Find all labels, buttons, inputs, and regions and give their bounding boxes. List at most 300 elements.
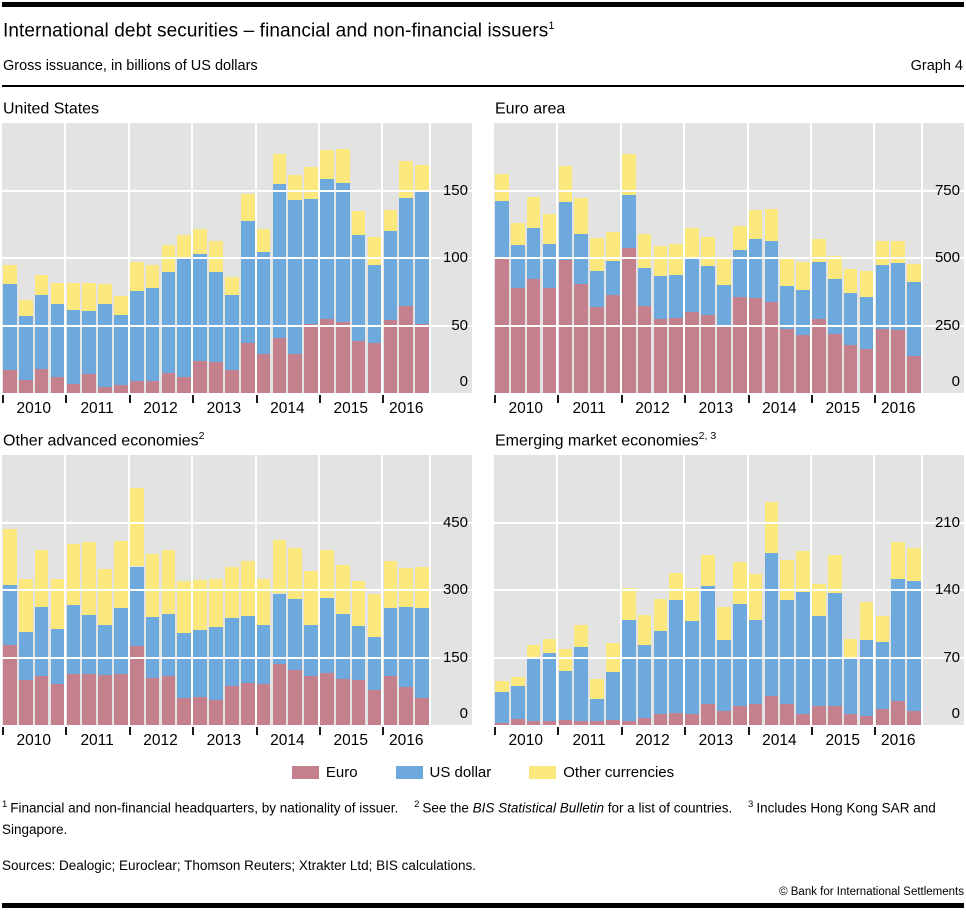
x-tick bbox=[382, 727, 384, 735]
bar-segment-other-currencies bbox=[669, 573, 683, 600]
bar-segment-other-currencies bbox=[654, 246, 668, 275]
bar-segment-us-dollar bbox=[543, 653, 557, 721]
bar-segment-other-currencies bbox=[590, 679, 604, 699]
bar-segment-euro bbox=[352, 341, 366, 394]
bar-segment-us-dollar bbox=[146, 288, 160, 381]
bar-segment-us-dollar bbox=[749, 620, 763, 704]
footnote-2-text-post: for a list of countries. bbox=[603, 800, 733, 816]
bar-segment-euro bbox=[796, 714, 810, 726]
panel-title-text: Emerging market economies bbox=[495, 432, 699, 450]
bar-segment-euro bbox=[780, 704, 794, 725]
bar-segment-euro bbox=[860, 349, 874, 393]
bar-segment-euro bbox=[98, 387, 112, 394]
x-year-label: 2011 bbox=[572, 732, 606, 750]
bar-segment-euro bbox=[35, 676, 49, 726]
x-tick bbox=[811, 727, 813, 735]
bar-segment-other-currencies bbox=[336, 149, 350, 183]
x-year-label: 2013 bbox=[698, 400, 734, 418]
footnote-1-text: Financial and non-financial headquarters, by nationality of issuer. bbox=[10, 800, 399, 816]
bar-segment-other-currencies bbox=[3, 265, 17, 284]
gridline-horizontal bbox=[2, 257, 472, 259]
bar-segment-euro bbox=[749, 298, 763, 394]
page bbox=[2, 0, 964, 908]
bar-segment-us-dollar bbox=[368, 265, 382, 343]
page-title-footnote-marker: 1 bbox=[548, 20, 555, 32]
x-year-label: 2011 bbox=[572, 400, 606, 418]
bar-segment-us-dollar bbox=[304, 625, 318, 676]
bar-segment-us-dollar bbox=[368, 637, 382, 691]
bar-segment-other-currencies bbox=[717, 258, 731, 284]
bar-segment-other-currencies bbox=[114, 296, 128, 315]
bar-segment-us-dollar bbox=[288, 200, 302, 354]
bar-segment-us-dollar bbox=[796, 290, 810, 335]
bar-segment-other-currencies bbox=[765, 502, 779, 553]
bar-segment-us-dollar bbox=[765, 553, 779, 697]
x-year-label: 2010 bbox=[16, 400, 51, 418]
bar-segment-euro bbox=[241, 683, 255, 726]
bar-segment-us-dollar bbox=[860, 640, 874, 716]
bar-segment-euro bbox=[336, 679, 350, 725]
bar-segment-us-dollar bbox=[130, 567, 144, 647]
bar-segment-euro bbox=[543, 288, 557, 393]
legend-label-us-dollar: US dollar bbox=[429, 763, 492, 781]
bar-segment-other-currencies bbox=[685, 588, 699, 621]
bar-segment-us-dollar bbox=[622, 620, 636, 721]
bar-segment-other-currencies bbox=[527, 197, 541, 228]
bar-segment-other-currencies bbox=[67, 283, 81, 310]
bar-segment-euro bbox=[193, 697, 207, 725]
bar-segment-us-dollar bbox=[844, 659, 858, 714]
panel-title bbox=[3, 98, 472, 118]
bar-segment-us-dollar bbox=[82, 311, 96, 374]
panel-title bbox=[495, 98, 964, 118]
bar-segment-other-currencies bbox=[51, 579, 65, 629]
bar-segment-other-currencies bbox=[82, 283, 96, 311]
bar-segment-euro bbox=[399, 687, 413, 726]
bar-segment-other-currencies bbox=[114, 541, 128, 608]
panel-emerging-market-economies bbox=[494, 423, 964, 753]
bar-segment-euro bbox=[796, 335, 810, 393]
bar-segment-us-dollar bbox=[257, 625, 271, 684]
x-year-label: 2012 bbox=[143, 400, 178, 418]
footnote-3-text: Includes Hong Kong SAR and Singapore. bbox=[2, 800, 936, 838]
bar-segment-euro bbox=[82, 374, 96, 393]
x-year-label: 2015 bbox=[825, 732, 860, 750]
bar-segment-us-dollar bbox=[701, 586, 715, 705]
bar-segment-other-currencies bbox=[654, 599, 668, 631]
bar-segment-euro bbox=[98, 675, 112, 725]
bar-segment-euro bbox=[399, 306, 413, 394]
gridline-horizontal bbox=[2, 657, 472, 659]
bar-segment-euro bbox=[384, 320, 398, 393]
bar-segment-other-currencies bbox=[876, 241, 890, 266]
bar-segment-euro bbox=[241, 343, 255, 393]
y-tick-label: 450 bbox=[442, 513, 468, 531]
x-tick bbox=[557, 395, 559, 403]
x-year-label: 2014 bbox=[762, 400, 797, 418]
bar-segment-other-currencies bbox=[209, 579, 223, 627]
bar-segment-us-dollar bbox=[352, 626, 366, 680]
x-tick bbox=[621, 727, 623, 735]
bar-segment-us-dollar bbox=[685, 621, 699, 714]
bar-segment-euro bbox=[733, 297, 747, 393]
x-year-label: 2010 bbox=[508, 400, 543, 418]
bar-segment-other-currencies bbox=[765, 209, 779, 241]
bar-segment-euro bbox=[654, 319, 668, 393]
bar-segment-us-dollar bbox=[273, 184, 287, 338]
legend-item-us-dollar bbox=[396, 764, 492, 781]
bar-segment-other-currencies bbox=[559, 649, 573, 671]
bar-segment-us-dollar bbox=[765, 241, 779, 301]
y-tick-label: 140 bbox=[934, 581, 960, 599]
bar-segment-other-currencies bbox=[193, 229, 207, 255]
x-axis-united-states bbox=[2, 393, 430, 421]
bar-segment-other-currencies bbox=[780, 258, 794, 286]
bar-segment-euro bbox=[368, 343, 382, 393]
bar-segment-us-dollar bbox=[780, 600, 794, 704]
bar-segment-other-currencies bbox=[828, 555, 842, 594]
bar-segment-euro bbox=[876, 329, 890, 393]
footnote-2-marker: 2 bbox=[414, 799, 420, 811]
bar-segment-euro bbox=[384, 676, 398, 726]
x-tick bbox=[748, 727, 750, 735]
panel-title-text: Euro area bbox=[495, 100, 566, 118]
x-year-label: 2011 bbox=[80, 732, 114, 750]
bar-segment-euro bbox=[891, 330, 905, 394]
bar-segment-other-currencies bbox=[3, 529, 17, 585]
bar-segment-euro bbox=[780, 329, 794, 393]
bar-segment-euro bbox=[51, 377, 65, 393]
bar-segment-euro bbox=[812, 319, 826, 393]
bar-segment-euro bbox=[146, 678, 160, 725]
bar-segment-us-dollar bbox=[812, 262, 826, 319]
bar-segment-euro bbox=[669, 318, 683, 393]
legend-item-euro bbox=[292, 764, 358, 781]
bar-segment-us-dollar bbox=[384, 231, 398, 320]
bar-segment-us-dollar bbox=[98, 625, 112, 675]
bar-segment-other-currencies bbox=[320, 150, 334, 178]
bar-segment-euro bbox=[273, 664, 287, 726]
bar-segment-us-dollar bbox=[527, 659, 541, 722]
bar-segment-euro bbox=[860, 716, 874, 726]
bar-segment-euro bbox=[701, 704, 715, 725]
bar-segment-us-dollar bbox=[98, 304, 112, 386]
bar-segment-other-currencies bbox=[828, 256, 842, 278]
bar-segment-other-currencies bbox=[193, 580, 207, 630]
bar-segment-euro bbox=[590, 307, 604, 394]
bar-segment-euro bbox=[765, 696, 779, 725]
bar-segment-other-currencies bbox=[415, 165, 429, 192]
bar-segment-euro bbox=[19, 380, 33, 394]
x-year-label: 2012 bbox=[635, 732, 670, 750]
bar-segment-euro bbox=[415, 698, 429, 725]
x-year-label: 2014 bbox=[762, 732, 797, 750]
gridline-horizontal bbox=[494, 325, 964, 327]
bar-segment-us-dollar bbox=[67, 605, 81, 674]
bar-segment-other-currencies bbox=[574, 198, 588, 233]
x-year-label: 2012 bbox=[143, 732, 178, 750]
x-tick bbox=[65, 727, 67, 735]
bar-segment-other-currencies bbox=[733, 226, 747, 251]
bar-segment-us-dollar bbox=[241, 616, 255, 683]
x-year-label: 2016 bbox=[388, 400, 424, 418]
bar-segment-other-currencies bbox=[907, 264, 921, 282]
bar-segment-other-currencies bbox=[495, 681, 509, 692]
bar-segment-euro bbox=[51, 684, 65, 725]
bar-segment-euro bbox=[717, 711, 731, 725]
bar-segment-other-currencies bbox=[209, 241, 223, 272]
bar-segment-other-currencies bbox=[352, 211, 366, 235]
x-tick bbox=[684, 727, 686, 735]
bar-segment-other-currencies bbox=[749, 574, 763, 620]
bar-segment-us-dollar bbox=[415, 608, 429, 698]
bar-segment-us-dollar bbox=[638, 268, 652, 306]
plot-united-states bbox=[2, 123, 472, 393]
bar-segment-us-dollar bbox=[590, 271, 604, 307]
bar-segment-other-currencies bbox=[177, 235, 191, 258]
bar-segment-euro bbox=[177, 377, 191, 393]
footnote-3-marker: 3 bbox=[748, 799, 754, 811]
bar-segment-euro bbox=[638, 718, 652, 726]
x-tick bbox=[684, 395, 686, 403]
bar-segment-euro bbox=[130, 381, 144, 393]
bar-segment-us-dollar bbox=[162, 614, 176, 676]
x-tick bbox=[319, 727, 321, 735]
bar-segment-euro bbox=[844, 345, 858, 394]
bar-segment-other-currencies bbox=[622, 588, 636, 620]
bar-segment-us-dollar bbox=[209, 627, 223, 699]
bar-segment-other-currencies bbox=[82, 542, 96, 615]
bar-segment-other-currencies bbox=[860, 602, 874, 640]
bar-segment-us-dollar bbox=[495, 692, 509, 724]
bar-segment-us-dollar bbox=[130, 291, 144, 381]
bar-segment-euro bbox=[193, 361, 207, 393]
bar-segment-euro bbox=[907, 711, 921, 725]
y-tick-label: 100 bbox=[442, 249, 468, 267]
bar-segment-other-currencies bbox=[891, 542, 905, 579]
bar-segment-euro bbox=[876, 709, 890, 725]
bar-segment-other-currencies bbox=[368, 237, 382, 265]
x-year-label: 2016 bbox=[880, 400, 916, 418]
bar-segment-euro bbox=[225, 370, 239, 393]
x-tick bbox=[621, 395, 623, 403]
bar-segment-other-currencies bbox=[669, 244, 683, 275]
bar-segment-us-dollar bbox=[717, 285, 731, 327]
panel-united-states bbox=[2, 91, 472, 421]
bar-segment-other-currencies bbox=[495, 174, 509, 202]
bar-segment-other-currencies bbox=[733, 562, 747, 603]
plot-emerging-market-economies bbox=[494, 455, 964, 725]
bar-segment-other-currencies bbox=[638, 234, 652, 268]
bar-segment-euro bbox=[67, 384, 81, 393]
bar-segment-euro bbox=[733, 706, 747, 725]
bar-segment-us-dollar bbox=[828, 593, 842, 706]
y-tick-label: 150 bbox=[442, 648, 468, 666]
bar-segment-euro bbox=[288, 670, 302, 726]
bar-segment-us-dollar bbox=[891, 263, 905, 330]
bar-segment-other-currencies bbox=[257, 229, 271, 252]
footnotes bbox=[2, 797, 964, 841]
y-tick-label: 150 bbox=[442, 181, 468, 199]
gridline-horizontal bbox=[494, 257, 964, 259]
bar-segment-us-dollar bbox=[812, 616, 826, 706]
x-tick bbox=[874, 395, 876, 403]
bar-segment-euro bbox=[3, 370, 17, 393]
legend-item-other-currencies bbox=[529, 764, 674, 781]
x-tick bbox=[319, 395, 321, 403]
bar-segment-euro bbox=[654, 714, 668, 726]
x-year-label: 2016 bbox=[880, 732, 916, 750]
bar-segment-other-currencies bbox=[67, 544, 81, 605]
gridline-horizontal bbox=[494, 522, 964, 524]
bar-segment-euro bbox=[320, 673, 334, 725]
bar-segment-other-currencies bbox=[590, 238, 604, 270]
bar-segment-us-dollar bbox=[907, 581, 921, 711]
bar-segment-us-dollar bbox=[209, 272, 223, 362]
gridline-horizontal bbox=[494, 589, 964, 591]
y-tick-label: 0 bbox=[459, 373, 468, 391]
bar-segment-other-currencies bbox=[749, 210, 763, 239]
x-year-label: 2011 bbox=[80, 400, 114, 418]
bar-segment-euro bbox=[622, 248, 636, 393]
bar-segment-us-dollar bbox=[543, 244, 557, 288]
bar-segment-euro bbox=[114, 385, 128, 393]
x-tick bbox=[65, 395, 67, 403]
bar-segment-euro bbox=[320, 319, 334, 393]
bar-segment-other-currencies bbox=[876, 616, 890, 642]
bar-segment-euro bbox=[828, 706, 842, 725]
bar-segment-us-dollar bbox=[559, 671, 573, 719]
bar-segment-other-currencies bbox=[288, 175, 302, 201]
bar-segment-other-currencies bbox=[701, 555, 715, 586]
bar-segment-other-currencies bbox=[844, 269, 858, 294]
x-tick bbox=[192, 395, 194, 403]
gridline-horizontal bbox=[494, 657, 964, 659]
bar-segment-euro bbox=[114, 674, 128, 726]
bar-segment-us-dollar bbox=[225, 618, 239, 686]
x-year-label: 2013 bbox=[206, 400, 242, 418]
copyright-notice: © Bank for International Settlements bbox=[779, 886, 964, 899]
bar-segment-euro bbox=[638, 306, 652, 393]
x-tick bbox=[2, 727, 4, 735]
bar-segment-euro bbox=[273, 338, 287, 393]
footnote-2-text-pre: See the bbox=[422, 800, 473, 816]
bar-segment-us-dollar bbox=[177, 633, 191, 698]
bar-segment-us-dollar bbox=[796, 592, 810, 714]
bar-segment-other-currencies bbox=[130, 488, 144, 566]
bar-segment-other-currencies bbox=[543, 639, 557, 653]
bar-segment-other-currencies bbox=[19, 579, 33, 632]
bar-segment-euro bbox=[415, 324, 429, 393]
bar-segment-us-dollar bbox=[288, 599, 302, 669]
plot-euro-area bbox=[494, 123, 964, 393]
y-tick-label: 70 bbox=[943, 648, 960, 666]
gridline-horizontal bbox=[2, 190, 472, 192]
bar-segment-euro bbox=[828, 334, 842, 393]
x-year-label: 2015 bbox=[333, 732, 368, 750]
bar-segment-other-currencies bbox=[384, 210, 398, 232]
bar-segment-us-dollar bbox=[733, 604, 747, 706]
x-tick bbox=[2, 395, 4, 403]
bar-segment-euro bbox=[67, 674, 81, 726]
bar-segment-other-currencies bbox=[844, 639, 858, 659]
x-tick bbox=[557, 727, 559, 735]
bar-segment-us-dollar bbox=[527, 228, 541, 279]
x-tick bbox=[811, 395, 813, 403]
bar-segment-euro bbox=[177, 698, 191, 725]
x-tick bbox=[494, 727, 496, 735]
bar-segment-euro bbox=[304, 324, 318, 393]
bar-segment-us-dollar bbox=[780, 286, 794, 329]
x-year-label: 2010 bbox=[508, 732, 543, 750]
x-tick bbox=[129, 727, 131, 735]
legend-label-euro: Euro bbox=[325, 763, 358, 781]
bar-segment-other-currencies bbox=[98, 284, 112, 304]
bar-segment-us-dollar bbox=[384, 608, 398, 676]
bar-segment-other-currencies bbox=[241, 194, 255, 221]
bar-segment-other-currencies bbox=[273, 154, 287, 184]
bar-segment-euro bbox=[209, 362, 223, 393]
bar-segment-other-currencies bbox=[19, 300, 33, 316]
bar-segment-other-currencies bbox=[891, 241, 905, 263]
panel-title bbox=[495, 430, 964, 450]
bar-segment-other-currencies bbox=[399, 161, 413, 197]
x-axis-other-advanced-economies bbox=[2, 725, 430, 753]
bar-segment-euro bbox=[225, 686, 239, 725]
bar-segment-other-currencies bbox=[35, 275, 49, 295]
x-tick bbox=[256, 395, 258, 403]
plot-other-advanced-economies bbox=[2, 455, 472, 725]
legend-swatch-other-currencies bbox=[529, 766, 556, 779]
bar-segment-us-dollar bbox=[225, 295, 239, 371]
bar-segment-euro bbox=[907, 356, 921, 393]
chart-subtitle: Gross issuance, in billions of US dollars bbox=[3, 58, 258, 75]
bar-segment-euro bbox=[669, 713, 683, 726]
x-axis-emerging-market-economies bbox=[494, 725, 922, 753]
bar-segment-us-dollar bbox=[35, 607, 49, 676]
x-year-label: 2014 bbox=[270, 400, 305, 418]
bar-segment-us-dollar bbox=[654, 276, 668, 319]
bar-segment-euro bbox=[574, 284, 588, 394]
bar-segment-us-dollar bbox=[336, 183, 350, 322]
bar-segment-us-dollar bbox=[891, 579, 905, 701]
bar-segment-other-currencies bbox=[225, 277, 239, 295]
x-year-label: 2014 bbox=[270, 732, 305, 750]
bar-segment-euro bbox=[606, 295, 620, 393]
y-tick-label: 500 bbox=[934, 249, 960, 267]
bar-segment-other-currencies bbox=[511, 223, 525, 245]
x-tick bbox=[382, 395, 384, 403]
bar-segment-euro bbox=[162, 373, 176, 393]
bar-segment-other-currencies bbox=[907, 548, 921, 581]
bar-segment-us-dollar bbox=[82, 615, 96, 674]
bar-segment-us-dollar bbox=[320, 598, 334, 673]
bar-segment-other-currencies bbox=[35, 550, 49, 607]
bar-segment-us-dollar bbox=[3, 284, 17, 370]
legend-swatch-euro bbox=[292, 766, 319, 779]
bar-segment-other-currencies bbox=[717, 607, 731, 641]
bar-segment-us-dollar bbox=[336, 614, 350, 680]
bar-segment-other-currencies bbox=[98, 569, 112, 625]
bar-segment-us-dollar bbox=[511, 245, 525, 288]
x-year-label: 2013 bbox=[698, 732, 734, 750]
legend bbox=[2, 761, 964, 783]
bar-segment-euro bbox=[162, 676, 176, 726]
x-tick bbox=[256, 727, 258, 735]
footnote-2-italic: BIS Statistical Bulletin bbox=[472, 800, 604, 816]
bar-segment-us-dollar bbox=[654, 631, 668, 714]
bar-segment-us-dollar bbox=[606, 672, 620, 719]
